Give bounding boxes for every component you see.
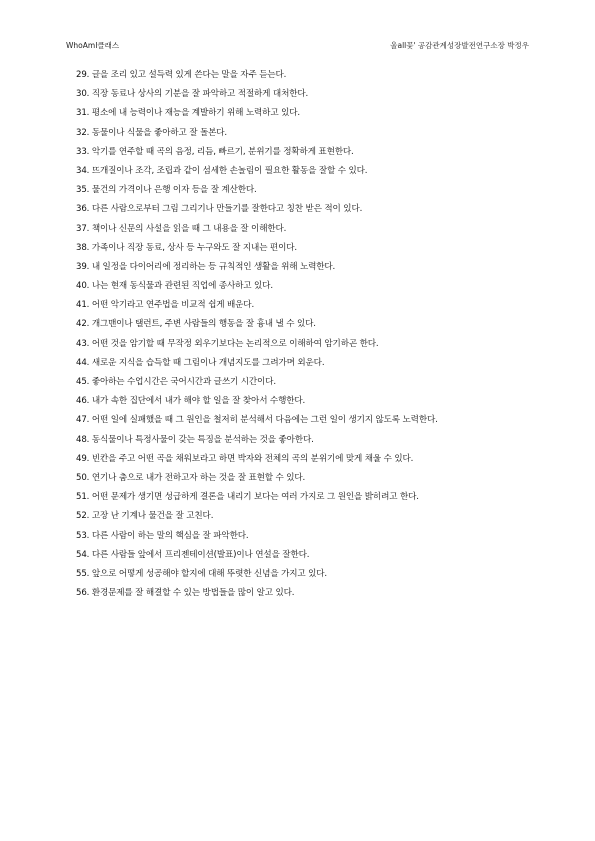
list-item bbox=[76, 258, 595, 277]
item-text: 뜨개질이나 조각, 조립과 같이 섬세한 손놀림이 필요한 활동을 잘할 수 있다. bbox=[91, 165, 368, 176]
item-text: 나는 현재 동식물과 관련된 직업에 종사하고 있다. bbox=[91, 281, 273, 292]
item-number: 43. bbox=[76, 338, 90, 349]
item-number: 39. bbox=[76, 261, 90, 272]
item-number: 30. bbox=[76, 89, 90, 100]
item-number: 48. bbox=[76, 434, 90, 445]
item-text: 환경문제를 잘 해결할 수 있는 방법들을 많이 알고 있다. bbox=[91, 588, 295, 599]
item-text: 앞으로 어떻게 성공해야 할지에 대해 뚜렷한 신념을 가지고 있다. bbox=[91, 568, 327, 579]
item-number: 31. bbox=[76, 108, 90, 119]
item-number: 42. bbox=[76, 319, 90, 330]
item-number: 56. bbox=[76, 588, 90, 599]
list-item bbox=[76, 507, 595, 526]
item-text: 다른 사람이 하는 말의 핵심을 잘 파악한다. bbox=[91, 530, 249, 541]
list-item bbox=[76, 354, 595, 373]
list-item bbox=[76, 66, 595, 85]
item-number: 34. bbox=[76, 165, 90, 176]
item-number: 54. bbox=[76, 549, 90, 560]
item-number: 37. bbox=[76, 223, 90, 234]
item-text: 개그맨이나 탤런트, 주변 사람들의 행동을 잘 흉내 낼 수 있다. bbox=[91, 319, 316, 330]
list-item bbox=[76, 527, 595, 546]
item-number: 44. bbox=[76, 357, 90, 368]
item-text: 다른 사람들 앞에서 프리젠테이션(발표)이나 연설을 잘한다. bbox=[91, 549, 310, 560]
item-text: 평소에 내 능력이나 재능을 계발하기 위해 노력하고 있다. bbox=[91, 108, 300, 119]
item-number: 32. bbox=[76, 127, 90, 138]
list-item bbox=[76, 239, 595, 258]
item-number: 55. bbox=[76, 568, 90, 579]
list-item bbox=[76, 584, 595, 603]
list-item bbox=[76, 469, 595, 488]
item-text: 다른 사람으로부터 그림 그리기나 만들기를 잘한다고 칭찬 받은 적이 있다. bbox=[91, 204, 363, 215]
list-item bbox=[76, 315, 595, 334]
list-item bbox=[76, 143, 595, 162]
item-text: 직장 동료나 상사의 기분을 잘 파악하고 적절하게 대처한다. bbox=[91, 89, 309, 100]
list-item bbox=[76, 450, 595, 469]
list-item bbox=[76, 335, 595, 354]
item-number: 52. bbox=[76, 511, 90, 522]
list-item bbox=[76, 431, 595, 450]
item-number: 35. bbox=[76, 185, 90, 196]
item-number: 46. bbox=[76, 396, 90, 407]
header-left-text: WhoAmI클래스 bbox=[66, 41, 120, 50]
item-text: 동물이나 식물을 좋아하고 잘 돌본다. bbox=[91, 127, 227, 138]
item-number: 49. bbox=[76, 453, 90, 464]
item-text: 내가 속한 집단에서 내가 해야 할 일을 잘 찾아서 수행한다. bbox=[91, 396, 306, 407]
item-text: 책이나 신문의 사설을 읽을 때 그 내용을 잘 이해한다. bbox=[91, 223, 287, 234]
item-text: 좋아하는 수업시간은 국어시간과 글쓰기 시간이다. bbox=[91, 377, 276, 387]
list-item bbox=[76, 220, 595, 239]
list-item bbox=[76, 546, 595, 565]
item-number: 36. bbox=[76, 204, 90, 215]
item-text: 가족이나 직장 동료, 상사 등 누구와도 잘 지내는 편이다. bbox=[91, 242, 297, 253]
item-text: 어떤 일에 실패했을 때 그 원인을 철저히 분석해서 다음에는 그런 일이 생기지 않도록 노력한다. bbox=[91, 415, 438, 426]
item-number: 29. bbox=[76, 70, 90, 80]
list-item bbox=[76, 373, 595, 392]
list-item bbox=[76, 411, 595, 430]
item-number: 40. bbox=[76, 281, 90, 292]
list-item bbox=[76, 296, 595, 315]
item-text: 빈칸을 주고 어떤 곡을 채워보라고 하면 박자와 전체의 곡의 분위기에 맞게 채울 수 있다. bbox=[91, 453, 414, 464]
item-text: 새로운 지식을 습득할 때 그림이나 개념지도를 그려가며 외운다. bbox=[91, 357, 325, 368]
list-item bbox=[76, 124, 595, 143]
item-number: 51. bbox=[76, 492, 90, 503]
item-text: 어떤 문제가 생기면 성급하게 결론을 내리기 보다는 여러 가지로 그 원인을 밝히려고 한다. bbox=[91, 492, 419, 503]
item-text: 고장 난 기계나 물건을 잘 고친다. bbox=[91, 511, 214, 522]
page-header bbox=[66, 40, 529, 54]
item-text: 어떤 것을 암기할 때 무작정 외우기보다는 논리적으로 이해하여 암기하곤 한다. bbox=[91, 338, 379, 349]
questionnaire-list bbox=[76, 66, 595, 603]
list-item bbox=[76, 392, 595, 411]
list-item bbox=[76, 85, 595, 104]
item-number: 45. bbox=[76, 377, 90, 387]
item-text: 내 일정을 다이어리에 정리하는 등 규칙적인 생활을 위해 노력한다. bbox=[91, 261, 336, 272]
item-number: 47. bbox=[76, 415, 90, 426]
header-right-text: 울all꽃' 공감관계성장발전연구소장 박정우 bbox=[390, 41, 529, 50]
list-item bbox=[76, 181, 595, 200]
item-number: 53. bbox=[76, 530, 90, 541]
item-text: 연기나 춤으로 내가 전하고자 하는 것을 잘 표현할 수 있다. bbox=[91, 472, 306, 483]
item-text: 글을 조리 있고 설득력 있게 쓴다는 말을 자주 듣는다. bbox=[91, 70, 287, 80]
list-item bbox=[76, 162, 595, 181]
item-text: 악기를 연주할 때 곡의 음정, 리듬, 빠르기, 분위기를 정확하게 표현한다. bbox=[91, 146, 354, 157]
item-number: 50. bbox=[76, 472, 90, 483]
item-text: 어떤 악기라고 연주법을 비교적 쉽게 배운다. bbox=[91, 300, 255, 311]
item-text: 물건의 가격이나 은행 이자 등을 잘 계산한다. bbox=[91, 185, 257, 196]
item-number: 33. bbox=[76, 146, 90, 157]
list-item bbox=[76, 488, 595, 507]
item-number: 38. bbox=[76, 242, 90, 253]
list-item bbox=[76, 565, 595, 584]
item-text: 동식물이나 특정사물이 갖는 특징을 분석하는 것을 좋아한다. bbox=[91, 434, 314, 445]
list-item bbox=[76, 104, 595, 123]
list-item bbox=[76, 200, 595, 219]
item-number: 41. bbox=[76, 300, 90, 311]
list-item bbox=[76, 277, 595, 296]
